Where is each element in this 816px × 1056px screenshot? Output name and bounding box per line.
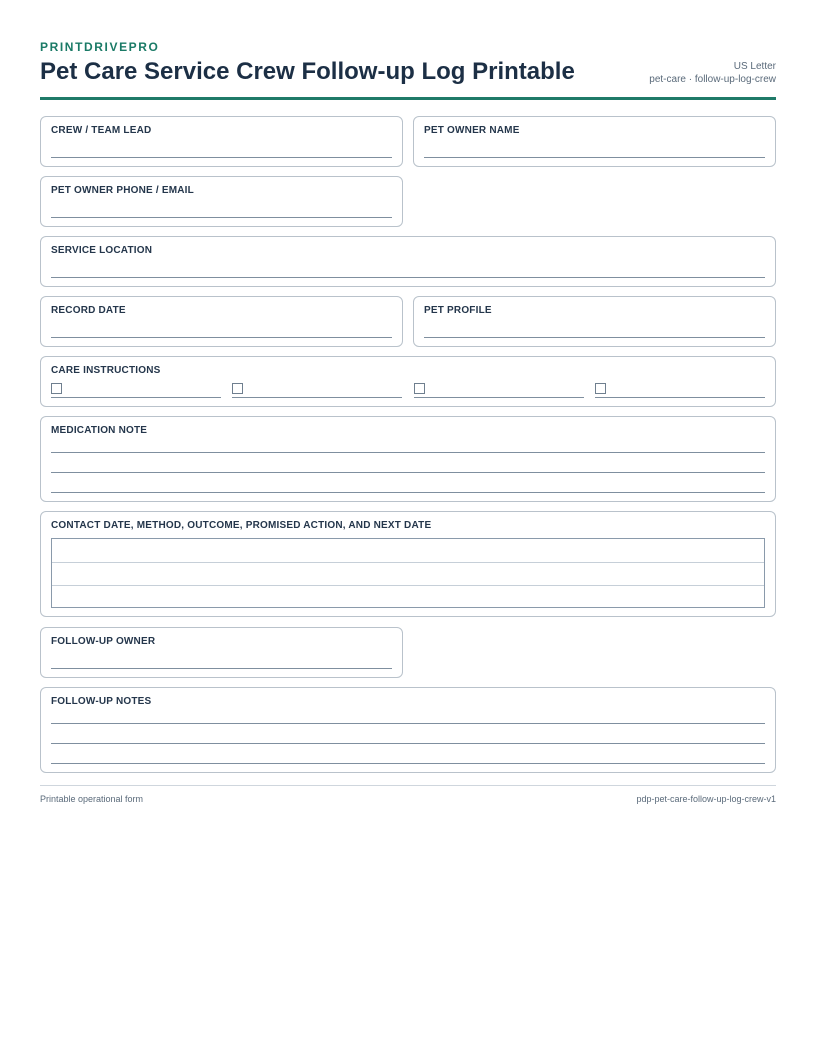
followup-owner-input-line[interactable]	[51, 668, 392, 669]
crew-lead-input-line[interactable]	[51, 157, 392, 158]
followup-owner-label: FOLLOW-UP OWNER	[51, 636, 156, 647]
service-location-input-line[interactable]	[51, 277, 765, 278]
followup-notes-line-1[interactable]	[51, 723, 765, 724]
owner-contact-input-line[interactable]	[51, 217, 392, 218]
owner-name-field	[413, 116, 776, 167]
checkbox[interactable]	[232, 383, 243, 394]
pet-profile-input-line[interactable]	[424, 337, 765, 338]
footer-rule	[40, 785, 776, 786]
service-location-label: SERVICE LOCATION	[51, 245, 153, 256]
medication-note-field	[40, 416, 776, 502]
brand-logo-text: PRINTDRIVEPRO	[40, 40, 160, 54]
checkbox[interactable]	[51, 383, 62, 394]
care-option-4-line[interactable]	[595, 397, 765, 398]
form-slug: pet-care · follow-up-log-crew	[649, 74, 776, 85]
medication-note-line-1[interactable]	[51, 452, 765, 453]
crew-lead-label: CREW / TEAM LEAD	[51, 125, 152, 136]
followup-notes-line-2[interactable]	[51, 743, 765, 744]
medication-note-label: MEDICATION NOTE	[51, 425, 148, 436]
care-instructions-label: CARE INSTRUCTIONS	[51, 365, 161, 376]
record-date-input-line[interactable]	[51, 337, 392, 338]
followup-owner-field	[40, 627, 403, 678]
medication-note-line-2[interactable]	[51, 472, 765, 473]
pet-profile-label: PET PROFILE	[424, 305, 492, 316]
owner-contact-label: PET OWNER PHONE / EMAIL	[51, 185, 194, 196]
contact-log-table	[51, 538, 765, 608]
paper-size: US Letter	[733, 61, 776, 72]
care-option-2-line[interactable]	[232, 397, 402, 398]
footer-left-text: Printable operational form	[40, 794, 144, 804]
checkbox[interactable]	[595, 383, 606, 394]
header-rule	[40, 97, 776, 100]
care-option-3	[414, 382, 584, 398]
footer-form-id: pdp-pet-care-follow-up-log-crew-v1	[636, 794, 776, 804]
record-date-field	[40, 296, 403, 347]
care-option-1	[51, 382, 221, 398]
pet-profile-field	[413, 296, 776, 347]
owner-name-input-line[interactable]	[424, 157, 765, 158]
table-row-divider	[52, 562, 764, 563]
contact-log-field	[40, 511, 776, 617]
followup-notes-field	[40, 687, 776, 773]
header-meta	[649, 60, 776, 86]
followup-notes-label: FOLLOW-UP NOTES	[51, 696, 152, 707]
care-instructions-field	[40, 356, 776, 407]
record-date-label: RECORD DATE	[51, 305, 126, 316]
service-location-field	[40, 236, 776, 287]
owner-name-label: PET OWNER NAME	[424, 125, 520, 136]
followup-notes-line-3[interactable]	[51, 763, 765, 764]
checkbox[interactable]	[414, 383, 425, 394]
owner-contact-field	[40, 176, 403, 227]
care-option-1-line[interactable]	[51, 397, 221, 398]
table-row-divider	[52, 585, 764, 586]
crew-lead-field	[40, 116, 403, 167]
medication-note-line-3[interactable]	[51, 492, 765, 493]
care-option-4	[595, 382, 765, 398]
page-title: Pet Care Service Crew Follow-up Log Printable	[40, 58, 575, 85]
contact-log-label: CONTACT DATE, METHOD, OUTCOME, PROMISED ACTION, AND NEXT DATE	[51, 520, 432, 531]
care-option-2	[232, 382, 402, 398]
care-option-3-line[interactable]	[414, 397, 584, 398]
